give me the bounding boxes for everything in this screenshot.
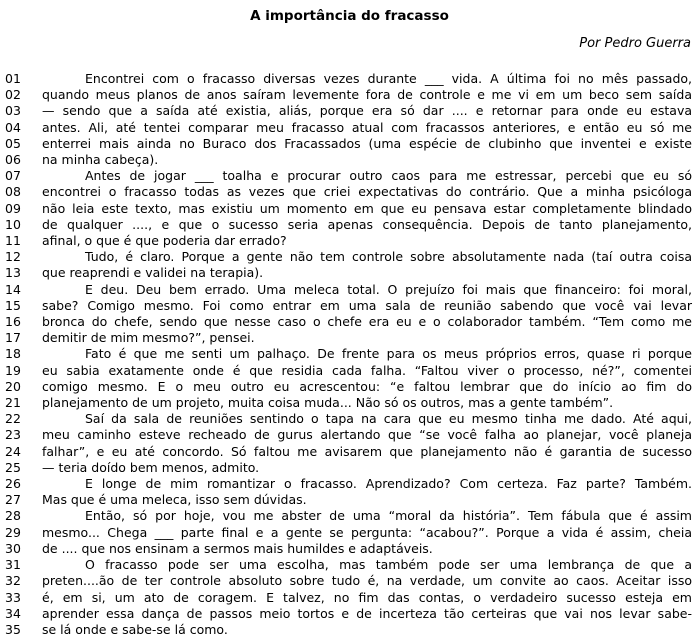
- text-line-row: [0, 87, 699, 103]
- text-line-row: [0, 525, 699, 541]
- text-line-row: [0, 298, 699, 314]
- text-line-row: [0, 444, 699, 460]
- text-line-row: [0, 233, 699, 249]
- line-text: encontrei o fracasso todas as vezes que criei expectativas do contrário. Que a minha psicóloga: [42, 184, 692, 200]
- line-number: 01: [5, 71, 21, 86]
- line-text: afinal, o que é que poderia dar errado?: [42, 233, 287, 249]
- line-text: Então, só por hoje, vou me abster de uma “moral da história”. Tem fábula que é assim: [85, 508, 692, 524]
- line-text: meu caminho esteve recheado de gurus alertando que “se você falha ao planejar, você planeja: [42, 427, 692, 443]
- line-number: 16: [5, 314, 21, 330]
- line-text: — teria doído bem menos, admito.: [42, 459, 260, 475]
- text-line-row: [0, 508, 699, 524]
- text-line-row: [0, 249, 699, 265]
- line-number: 05: [5, 135, 21, 151]
- text-line-row: [0, 282, 699, 298]
- line-number: 24: [5, 443, 21, 459]
- line-text: preten....ão de ter controle absoluto sobre tudo é, na verdade, um convite ao caos. Aceitar isso: [42, 573, 692, 589]
- text-line-row: [0, 557, 699, 573]
- line-text: planejamento de um projeto, muita coisa muda... Não só os outros, mas a gente também”.: [42, 395, 614, 411]
- line-text: mesmo... Chega ___ parte final e a gente se pergunta: “acabou?”. Porque a vida é assim, cheia: [42, 524, 692, 540]
- line-number: 09: [5, 200, 21, 216]
- line-number: 10: [5, 216, 21, 232]
- text-line-row: [0, 184, 699, 200]
- line-text: falhar”, e eu até concordo. Só faltou me avisarem que planejamento não é garantia de sucesso: [42, 443, 692, 459]
- text-line-row: [0, 590, 699, 606]
- line-number: 08: [5, 184, 21, 200]
- line-text: antes. Ali, até tentei comparar meu fracasso atual com fracassos anteriores, e então eu só me: [42, 119, 692, 135]
- line-number: 34: [5, 605, 21, 621]
- text-line-row: [0, 573, 699, 589]
- line-text: de qualquer ...., e que o sucesso seria apenas consequência. Depois de tanto planejamento,: [42, 216, 692, 232]
- text-line-row: [0, 363, 699, 379]
- text-line-row: [0, 460, 699, 476]
- line-number: 33: [5, 589, 21, 605]
- text-line-row: [0, 120, 699, 136]
- text-line-row: [0, 622, 699, 638]
- line-text: na minha cabeça).: [42, 152, 159, 168]
- line-number: 35: [5, 621, 21, 637]
- text-line-row: [0, 476, 699, 492]
- page-title: A importância do fracasso: [250, 8, 449, 24]
- line-text: que reaprendi e validei na terapia).: [42, 265, 264, 281]
- line-text: Saí da sala de reuniões sentindo o tapa na cara que eu mesmo tinha me dado. Até aqui,: [85, 411, 692, 427]
- line-text: Tudo, é claro. Porque a gente não tem controle sobre absolutamente nada (taí outra coisa: [85, 249, 692, 265]
- line-number: 20: [5, 378, 21, 394]
- line-text: enterrei mais ainda no Buraco dos Fracassados (uma espécie de clubinho que inventei e existe: [42, 135, 692, 151]
- line-number: 21: [5, 395, 21, 411]
- text-line-row: [0, 379, 699, 395]
- line-text: Antes de jogar ___ toalha e procurar outro caos para me estressar, percebi que eu só: [85, 168, 692, 184]
- text-line-row: [0, 168, 699, 184]
- line-text: O fracasso pode ser uma escolha, mas também pode ser uma lembrança de que a: [85, 557, 692, 573]
- line-number: 19: [5, 362, 21, 378]
- line-number: 07: [5, 168, 21, 184]
- line-text: não leia este texto, mas existiu um momento em que eu pensava estar completamente blindado: [42, 200, 692, 216]
- text-line-row: [0, 411, 699, 427]
- text-line-row: [0, 395, 699, 411]
- line-number: 31: [5, 557, 21, 573]
- line-number: 25: [5, 459, 21, 475]
- text-line-row: [0, 217, 699, 233]
- line-text: sabe? Comigo mesmo. Foi como entrar em uma sala de reunião sabendo que você vai levar: [42, 297, 692, 313]
- line-text: se lá onde e sabe-se lá como.: [42, 621, 228, 637]
- text-lines: [0, 71, 699, 638]
- line-text: de .... que nos ensinam a sermos mais humildes e adaptáveis.: [42, 540, 433, 556]
- line-text: comigo mesmo. E o meu outro eu acrescentou: “e faltou lembrar que do início ao fim do: [42, 378, 692, 394]
- line-number: 15: [5, 297, 21, 313]
- text-line-row: [0, 136, 699, 152]
- text-line-row: [0, 265, 699, 281]
- line-number: 18: [5, 346, 21, 362]
- line-number: 28: [5, 508, 21, 524]
- line-text: quando meus planos de anos saíram levemente fora de controle e me vi em um beco sem saída: [42, 87, 692, 103]
- text-line-row: [0, 606, 699, 622]
- text-line-row: [0, 346, 699, 362]
- line-text: Mas que é uma meleca, isso sem dúvidas.: [42, 492, 307, 508]
- line-number: 26: [5, 476, 21, 492]
- line-text: bronca do chefe, sendo que nesse caso o chefe era eu e o colaborador também. “Tem como me: [42, 314, 692, 330]
- text-line-row: [0, 330, 699, 346]
- line-text: demitir de mim mesmo?”, pensei.: [42, 330, 255, 346]
- text-line-row: [0, 541, 699, 557]
- text-line-row: [0, 201, 699, 217]
- line-text: aprender essa dança de passos meio tortos e de incerteza tão certeiras que vai nos levar sabe-: [42, 605, 692, 621]
- line-number: 22: [5, 411, 21, 427]
- text-line-row: [0, 492, 699, 508]
- line-text: eu sabia exatamente onde é que residia cada falha. “Faltou viver o processo, né?”, comentei: [42, 362, 692, 378]
- line-number: 06: [5, 152, 21, 168]
- line-number: 02: [5, 87, 21, 103]
- line-number: 29: [5, 524, 21, 540]
- line-text: E longe de mim romantizar o fracasso. Aprendizado? Com certeza. Faz parte? Também.: [85, 476, 692, 492]
- text-line-row: [0, 152, 699, 168]
- text-line-row: [0, 427, 699, 443]
- line-number: 14: [5, 281, 21, 297]
- author-byline: Por Pedro Guerra: [579, 36, 691, 51]
- line-text: Fato é que me senti um palhaço. De frente para os meus próprios erros, quase ri porque: [85, 346, 692, 362]
- line-number: 13: [5, 265, 21, 281]
- text-line-row: [0, 71, 699, 87]
- line-number: 30: [5, 540, 21, 556]
- line-number: 04: [5, 119, 21, 135]
- line-number: 27: [5, 492, 21, 508]
- line-number: 03: [5, 103, 21, 119]
- line-text: Encontrei com o fracasso diversas vezes durante ___ vida. A última foi no mês passado,: [85, 71, 692, 86]
- line-text: — sendo que a saída até existia, aliás, porque era só dar .... e retornar para onde eu estava: [42, 103, 692, 119]
- line-number: 17: [5, 330, 21, 346]
- line-text: é, em si, um ato de coragem. E talvez, no fim das contas, o verdadeiro sucesso esteja em: [42, 589, 692, 605]
- line-number: 32: [5, 573, 21, 589]
- line-number: 23: [5, 427, 21, 443]
- text-line-row: [0, 103, 699, 119]
- line-number: 11: [5, 233, 21, 249]
- text-line-row: [0, 314, 699, 330]
- line-number: 12: [5, 249, 21, 265]
- line-text: E deu. Deu bem errado. Uma meleca total. O prejuízo foi mais que financeiro: foi moral,: [85, 281, 692, 297]
